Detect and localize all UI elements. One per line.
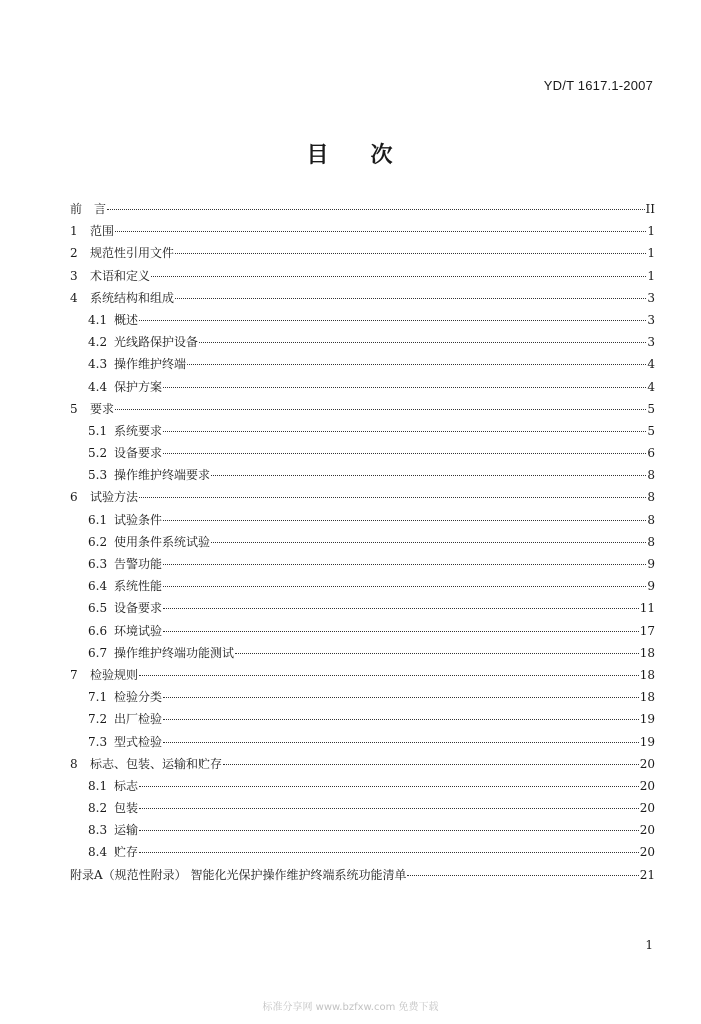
- toc-leader-dots: [115, 230, 646, 232]
- toc-entry-title: 出厂检验: [114, 712, 163, 727]
- toc-leader-dots: [407, 874, 638, 876]
- toc-entry-title: 操作维护终端要求: [114, 468, 211, 483]
- toc-entry[interactable]: [70, 466, 655, 488]
- toc-entry-page: 8: [647, 490, 655, 505]
- toc-entry[interactable]: [70, 777, 655, 799]
- toc-entry[interactable]: [70, 267, 655, 289]
- toc-leader-dots: [139, 807, 639, 809]
- toc-entry-page: 19: [639, 734, 655, 749]
- toc-leader-dots: [163, 585, 646, 587]
- toc-entry-page: 18: [639, 690, 655, 705]
- toc-entry-number: 6.4: [88, 579, 108, 594]
- toc-entry-title: 设备要求: [114, 601, 163, 616]
- toc-entry-page: 3: [647, 335, 655, 350]
- toc-entry[interactable]: [70, 355, 655, 377]
- toc-entry[interactable]: [70, 378, 655, 400]
- toc-entry-number: 5.3: [88, 468, 108, 483]
- toc-entry-number: 4.3: [88, 357, 108, 372]
- toc-entry-title: 要求: [90, 401, 115, 416]
- toc-entry-number: 6.5: [88, 601, 108, 616]
- toc-entry-title: 试验方法: [90, 490, 139, 505]
- toc-entry-number: 7.2: [88, 712, 108, 727]
- toc-entry-number: 7.3: [88, 734, 108, 749]
- toc-entry-title: 术语和定义: [90, 268, 151, 283]
- toc-leader-dots: [163, 519, 646, 521]
- toc-entry[interactable]: [70, 555, 655, 577]
- toc-entry-page: 18: [639, 645, 655, 660]
- toc-entry-number: 7: [70, 667, 78, 682]
- toc-entry-page: 1: [647, 246, 655, 261]
- toc-entry-page: II: [645, 202, 655, 216]
- title-char-1: 目: [306, 142, 331, 168]
- toc-entry[interactable]: [70, 244, 655, 266]
- toc-leader-dots: [199, 341, 646, 343]
- toc-entry-title: 检验分类: [114, 690, 163, 705]
- toc-entry-number: 3: [70, 268, 78, 283]
- toc-entry[interactable]: [70, 866, 655, 888]
- toc-entry-page: 5: [647, 423, 655, 438]
- toc-entry-title: 型式检验: [114, 734, 163, 749]
- toc-entry-number: 8.3: [88, 823, 108, 838]
- toc-entry-title: 系统要求: [114, 423, 163, 438]
- toc-entry[interactable]: [70, 688, 655, 710]
- toc-entry-page: 1: [647, 224, 655, 239]
- toc-leader-dots: [163, 430, 646, 432]
- table-of-contents: [70, 200, 655, 888]
- toc-entry[interactable]: [70, 311, 655, 333]
- toc-leader-dots: [139, 496, 646, 498]
- standard-number: YD/T 1617.1-2007: [543, 78, 653, 93]
- toc-entry[interactable]: [70, 733, 655, 755]
- toc-entry-title: 范围: [90, 224, 115, 239]
- toc-entry-page: 1: [647, 268, 655, 283]
- toc-entry-page: 8: [647, 468, 655, 483]
- toc-entry-page: 19: [639, 712, 655, 727]
- toc-entry[interactable]: [70, 622, 655, 644]
- toc-entry-page: 21: [639, 867, 655, 882]
- title-char-2: 次: [370, 142, 395, 168]
- toc-entry-title: 操作维护终端: [114, 357, 187, 372]
- toc-leader-dots: [163, 718, 639, 720]
- toc-entry[interactable]: [70, 710, 655, 732]
- toc-entry-title: 操作维护终端功能测试: [114, 645, 235, 660]
- toc-entry-title: 系统性能: [114, 579, 163, 594]
- toc-entry-page: 5: [647, 401, 655, 416]
- toc-entry-page: 18: [639, 667, 655, 682]
- toc-entry[interactable]: [70, 400, 655, 422]
- toc-entry-number: 5.2: [88, 446, 108, 461]
- page-number: 1: [645, 938, 653, 952]
- toc-entry[interactable]: [70, 755, 655, 777]
- toc-entry-title: 标志、包装、运输和贮存: [90, 756, 223, 771]
- toc-leader-dots: [175, 297, 646, 299]
- toc-leader-dots: [211, 541, 646, 543]
- toc-leader-dots: [139, 319, 646, 321]
- toc-entry[interactable]: [70, 843, 655, 865]
- toc-entry[interactable]: [70, 488, 655, 510]
- toc-entry-title: 概述: [114, 312, 139, 327]
- toc-entry-page: 8: [647, 534, 655, 549]
- toc-entry[interactable]: [70, 222, 655, 244]
- toc-entry-number: 8.4: [88, 845, 108, 860]
- toc-leader-dots: [211, 474, 646, 476]
- toc-entry-title: 贮存: [114, 845, 139, 860]
- toc-entry-number: 8: [70, 756, 78, 771]
- toc-entry-title: 包装: [114, 801, 139, 816]
- toc-entry-number: 4.1: [88, 312, 108, 327]
- toc-entry-title: 使用条件系统试验: [114, 534, 211, 549]
- toc-entry-page: 3: [647, 312, 655, 327]
- toc-entry[interactable]: [70, 511, 655, 533]
- toc-entry-number: 7.1: [88, 690, 108, 705]
- toc-entry[interactable]: [70, 799, 655, 821]
- toc-leader-dots: [163, 696, 639, 698]
- toc-leader-dots: [139, 829, 639, 831]
- toc-entry[interactable]: [70, 533, 655, 555]
- toc-entry-title: 环境试验: [114, 623, 163, 638]
- toc-entry-page: 6: [647, 446, 655, 461]
- toc-entry[interactable]: [70, 577, 655, 599]
- toc-entry-page: 4: [647, 379, 655, 394]
- toc-leader-dots: [107, 208, 645, 210]
- toc-leader-dots: [163, 386, 646, 388]
- toc-entry-number: 4: [70, 290, 78, 305]
- toc-leader-dots: [115, 408, 646, 410]
- toc-entry-number: 6.7: [88, 645, 108, 660]
- toc-leader-dots: [163, 630, 639, 632]
- toc-entry[interactable]: [70, 599, 655, 621]
- toc-entry-number: 8.1: [88, 778, 108, 793]
- toc-entry[interactable]: [70, 644, 655, 666]
- toc-entry-page: 20: [639, 756, 655, 771]
- toc-leader-dots: [163, 741, 639, 743]
- toc-entry-page: 3: [647, 290, 655, 305]
- toc-entry-number: 6.1: [88, 512, 108, 527]
- toc-leader-dots: [235, 652, 639, 654]
- toc-entry-title: 规范性引用文件: [90, 246, 175, 261]
- toc-entry-title: 检验规则: [90, 667, 139, 682]
- toc-entry-number: 8.2: [88, 801, 108, 816]
- toc-entry-number: 4.4: [88, 379, 108, 394]
- toc-entry-title: 标志: [114, 778, 139, 793]
- toc-entry-title: 告警功能: [114, 557, 163, 571]
- toc-leader-dots: [223, 763, 639, 765]
- toc-entry-number: 2: [70, 246, 78, 261]
- toc-entry-page: 20: [639, 778, 655, 793]
- toc-entry[interactable]: [70, 821, 655, 843]
- toc-entry[interactable]: [70, 200, 655, 222]
- toc-entry-number: 6: [70, 490, 78, 505]
- watermark: 标准分享网 www.bzfxw.com 免费下载: [262, 1002, 439, 1013]
- toc-entry-page: 17: [639, 623, 655, 638]
- toc-leader-dots: [163, 563, 646, 565]
- toc-entry-number: 6.2: [88, 534, 108, 549]
- toc-entry-number: 5.1: [88, 423, 108, 438]
- toc-entry[interactable]: [70, 666, 655, 688]
- toc-leader-dots: [139, 851, 639, 853]
- toc-entry-number: 4.2: [88, 335, 108, 350]
- page-title: [0, 138, 701, 169]
- toc-entry-title: 试验条件: [114, 512, 163, 527]
- toc-leader-dots: [139, 785, 639, 787]
- toc-entry-title: 前 言: [70, 202, 107, 216]
- toc-entry-page: 8: [647, 512, 655, 527]
- toc-entry-title: 系统结构和组成: [90, 290, 175, 305]
- toc-entry[interactable]: [70, 289, 655, 311]
- toc-leader-dots: [187, 363, 646, 365]
- toc-entry-page: 20: [639, 845, 655, 860]
- toc-entry-page: 20: [639, 823, 655, 838]
- toc-entry-number: 6.6: [88, 623, 108, 638]
- toc-leader-dots: [163, 607, 639, 609]
- toc-entry-page: 11: [639, 601, 655, 616]
- toc-leader-dots: [163, 452, 646, 454]
- toc-entry[interactable]: [70, 422, 655, 444]
- toc-entry-title: 光线路保护设备: [114, 335, 199, 350]
- toc-entry-page: 9: [647, 557, 655, 571]
- toc-entry-title: 保护方案: [114, 379, 163, 394]
- toc-entry-number: 6.3: [88, 557, 108, 571]
- toc-entry-number: 1: [70, 224, 78, 239]
- toc-entry-title: 附录A（规范性附录） 智能化光保护操作维护终端系统功能清单: [70, 867, 407, 882]
- toc-leader-dots: [139, 674, 639, 676]
- toc-entry-page: 9: [647, 579, 655, 594]
- toc-entry[interactable]: [70, 444, 655, 466]
- toc-entry-title: 设备要求: [114, 446, 163, 461]
- toc-entry[interactable]: [70, 333, 655, 355]
- toc-entry-number: 5: [70, 401, 78, 416]
- toc-leader-dots: [175, 252, 646, 254]
- toc-entry-page: 4: [647, 357, 655, 372]
- toc-leader-dots: [151, 275, 646, 277]
- toc-entry-title: 运输: [114, 823, 139, 838]
- toc-entry-page: 20: [639, 801, 655, 816]
